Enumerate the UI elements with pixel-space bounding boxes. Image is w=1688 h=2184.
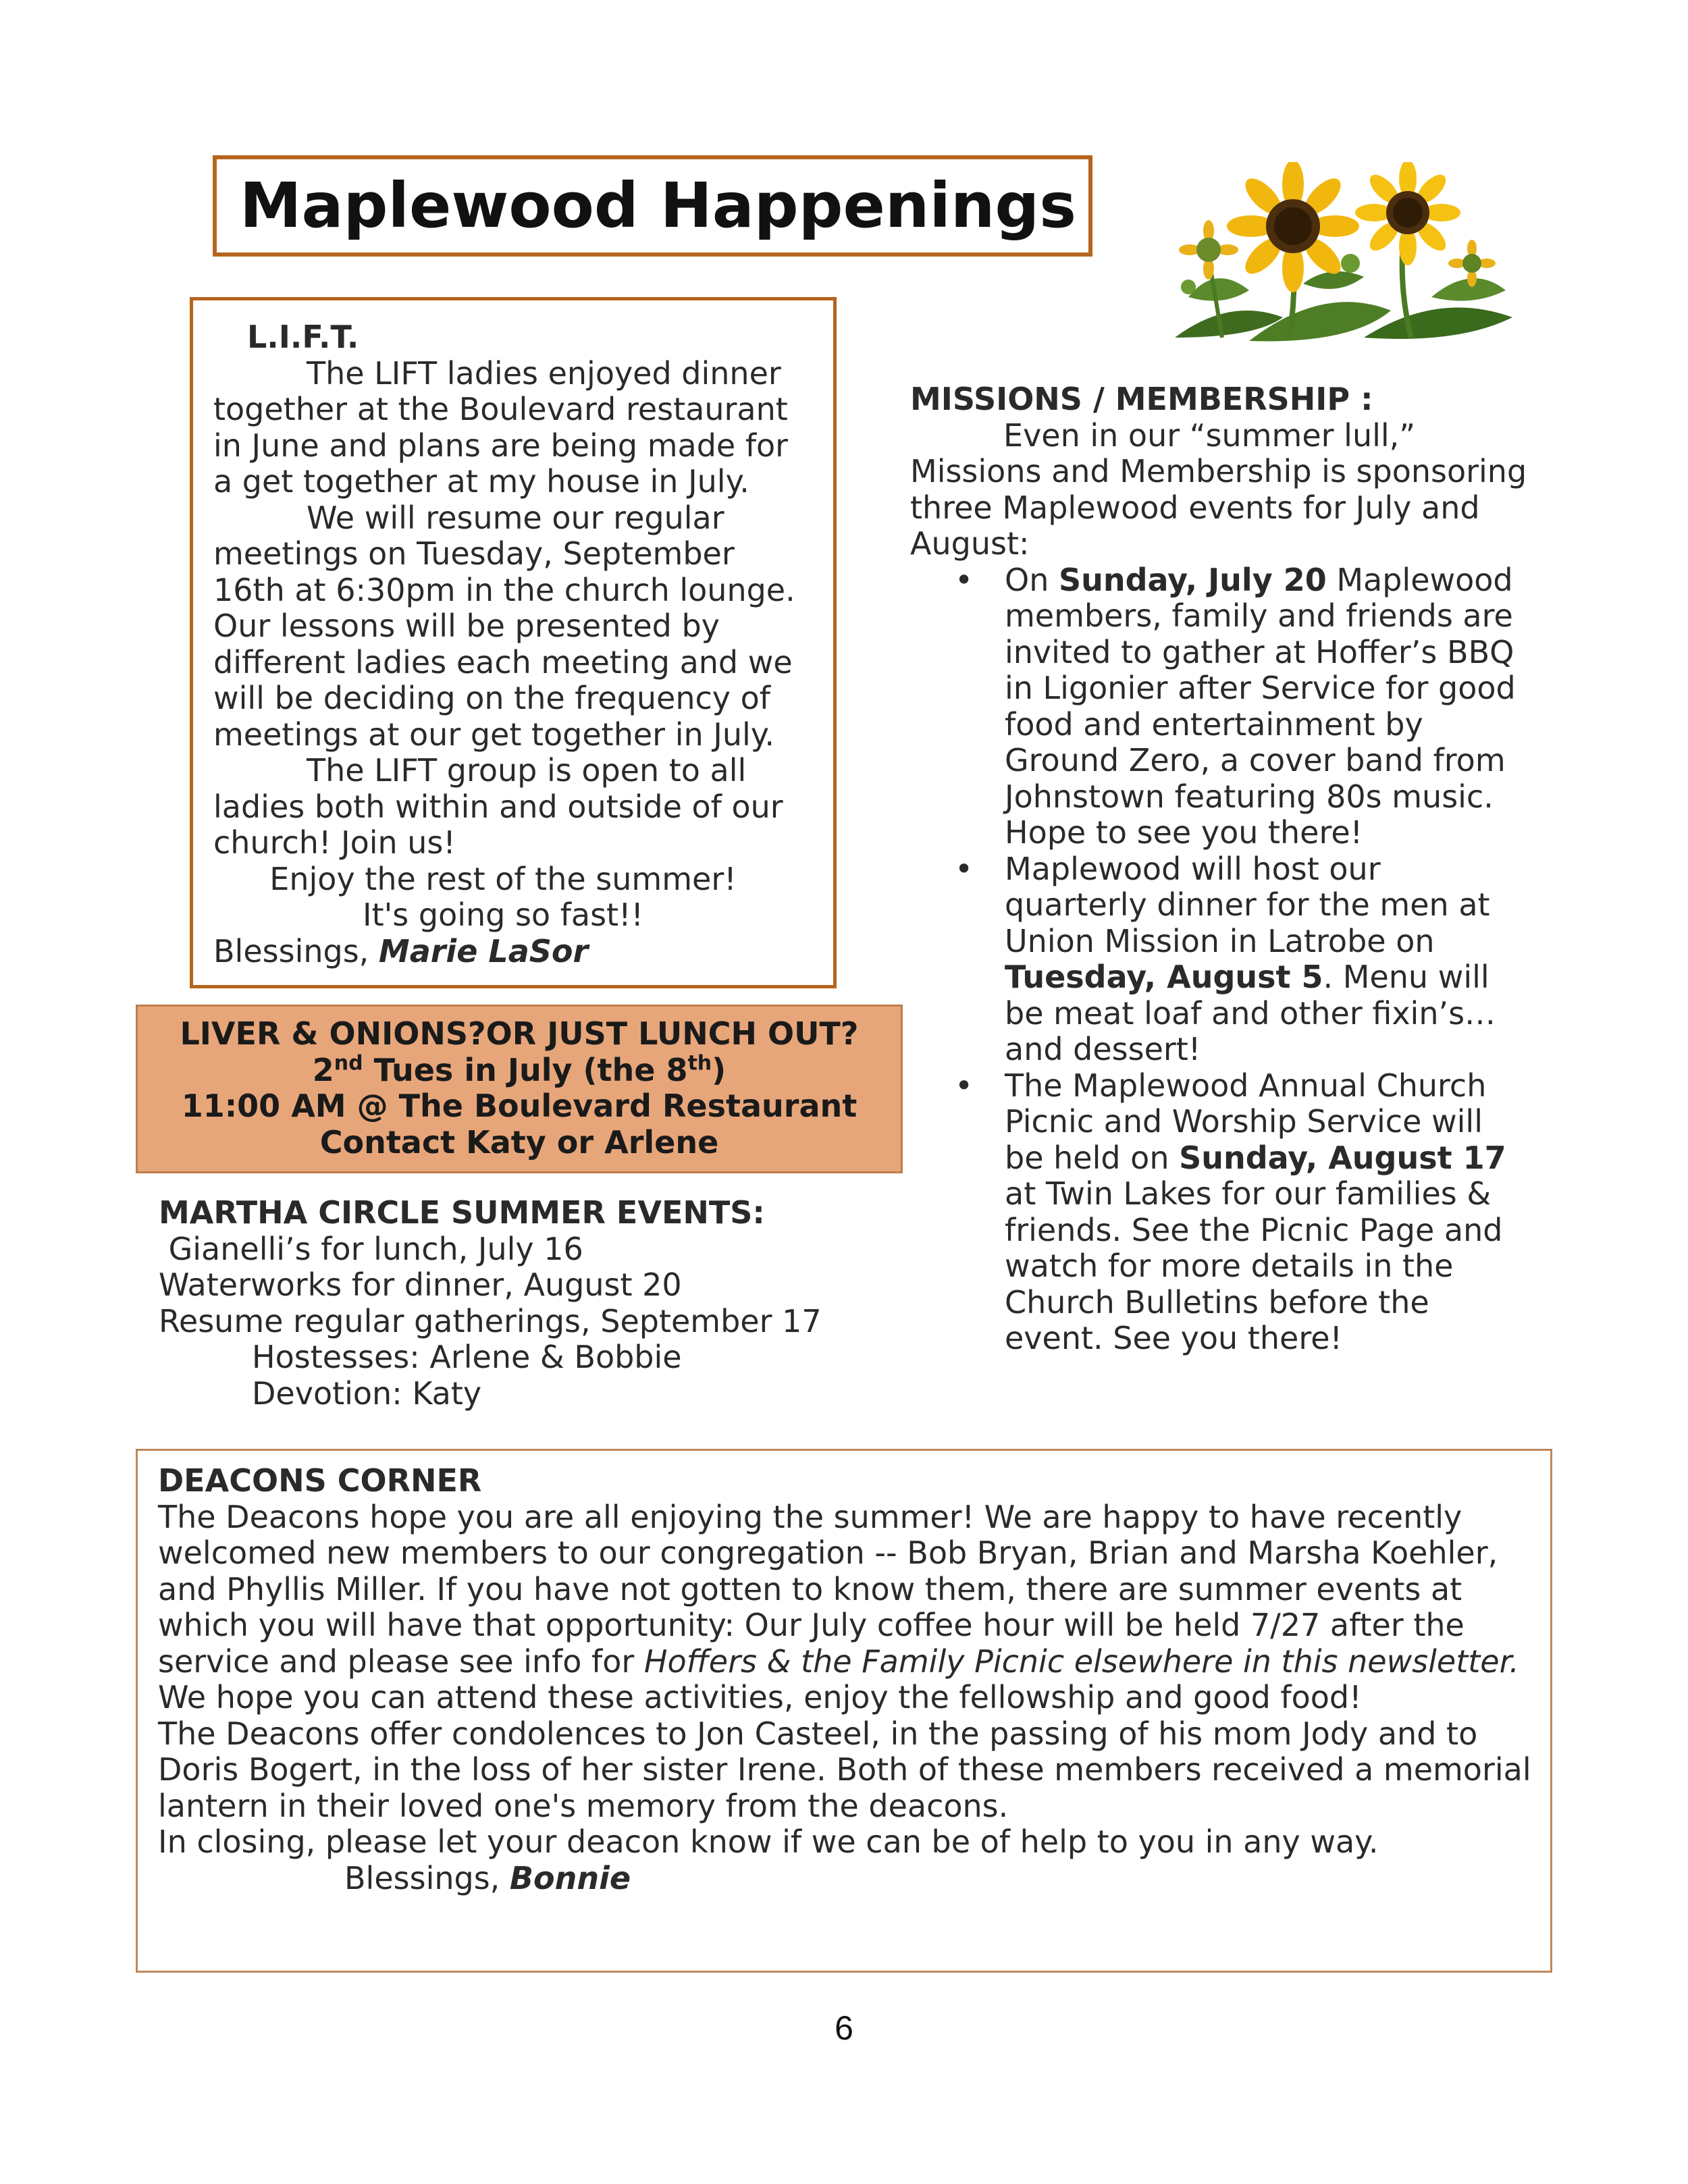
lunch-line-1: LIVER & ONIONS?OR JUST LUNCH OUT?: [180, 1015, 859, 1052]
event-1-date: Sunday, July 20: [1058, 561, 1327, 598]
lift-box: [190, 297, 837, 988]
event-2-date: Tuesday, August 5: [1005, 959, 1323, 995]
martha-item-1: Gianelli’s for lunch, July 16: [159, 1230, 583, 1267]
event-3-pre: The Maplewood Annual Church Picnic and Worship Service will be held on: [1005, 1067, 1487, 1176]
lift-paragraph-1: The LIFT ladies enjoyed dinner together at the Boulevard restaurant in June and plans are being made for a get together at my house in July.: [213, 354, 789, 500]
martha-title: MARTHA CIRCLE SUMMER EVENTS:: [159, 1194, 765, 1231]
lift-signature: [213, 934, 833, 970]
event-1-pre: On: [1005, 561, 1059, 598]
event-3-date: Sunday, August 17: [1179, 1139, 1506, 1176]
deacons-paragraph-1-b: We hope you can attend these activities, enjoy the fellowship and good food!: [158, 1679, 1362, 1715]
deacons-paragraph-2: The Deacons offer condolences to Jon Casteel, in the passing of his mom Jody and to Doris Bogert, in the loss of her sister Irene. Both of these members received a memorial lantern in their loved one's memory from the deacons.: [158, 1715, 1531, 1824]
missions-intro-line-2: Missions and Membership is sponsoring three Maplewood events for July and August:: [910, 453, 1527, 562]
deacons-corner-box: [136, 1449, 1552, 1973]
missions-event-list: [910, 562, 1585, 1357]
martha-hostesses: Hostesses: Arlene & Bobbie: [252, 1339, 682, 1375]
lift-sign-name: Marie LaSor: [378, 932, 589, 969]
martha-item-2: Waterworks for dinner, August 20: [159, 1267, 682, 1303]
missions-event-1: [910, 562, 1525, 851]
deacons-sign-name: Bonnie: [509, 1859, 631, 1896]
event-2-pre: Maplewood will host our quarterly dinner for the men at Union Mission in Latrobe on: [1005, 850, 1490, 959]
event-1-post: Maplewood members, family and friends are invited to gather at Hoffer’s BBQ in Ligonier after Service for good food and entertainment by Ground Zero, a cover band from Johnstown featuring 80s music. Hope to see you there!: [1005, 561, 1516, 851]
martha-circle-section: [159, 1195, 935, 1412]
deacons-signature: [158, 1861, 1550, 1897]
missions-membership-section: [910, 381, 1585, 1357]
martha-devotion: Devotion: Katy: [252, 1375, 482, 1412]
event-3-post: at Twin Lakes for our families & friends. See the Picnic Page and watch for more details in the Church Bulletins before the event. See you there!: [1005, 1175, 1503, 1356]
lunch-line-2-a: 2: [312, 1051, 334, 1088]
lunch-line-2-b: Tues in July (the 8: [363, 1051, 688, 1088]
event-2-post: . Menu will be meat loaf and other fixin’s… and dessert!: [1005, 959, 1496, 1067]
lift-paragraph-3: The LIFT group is open to all ladies both within and outside of our church! Join us!: [213, 752, 783, 861]
deacons-paragraph-1-italic: Hoffers & the Family Picnic elsewhere in this newsletter.: [643, 1643, 1519, 1680]
deacons-title: DEACONS CORNER: [158, 1462, 482, 1499]
lunch-out-box: [136, 1005, 903, 1173]
lunch-line-2: [138, 1053, 901, 1089]
bullet-icon: •: [955, 850, 974, 887]
lift-closing-1: Enjoy the rest of the summer!: [269, 860, 737, 897]
deacons-paragraph-3: In closing, please let your deacon know if we can be of help to you in any way.: [158, 1823, 1379, 1860]
missions-intro-line-1: Even in our “summer lull,”: [1003, 417, 1416, 454]
missions-event-3: [910, 1068, 1525, 1357]
page-number: 6: [835, 2009, 853, 2047]
bullet-icon: •: [955, 561, 974, 598]
deacons-sign-label: Blessings,: [344, 1859, 500, 1896]
lift-paragraph-2: We will resume our regular meetings on Tuesday, September 16th at 6:30pm in the church lounge. Our lessons will be presented by different ladies each meeting and we will be deciding on the frequency of meetings at our get together in July.: [213, 499, 795, 753]
lunch-line-2-sup2: th: [687, 1051, 712, 1075]
lunch-line-3: 11:00 AM @ The Boulevard Restaurant: [181, 1088, 858, 1124]
lunch-line-2-c: ): [712, 1051, 727, 1088]
lift-title: L.I.F.T.: [247, 319, 359, 355]
lunch-line-4: Contact Katy or Arlene: [319, 1123, 719, 1161]
lift-sign-label: Blessings,: [213, 932, 369, 969]
sunflowers-image: [1148, 162, 1526, 344]
missions-title: MISSIONS / MEMBERSHIP :: [910, 381, 1373, 417]
lunch-line-2-sup1: nd: [334, 1051, 363, 1075]
deacons-paragraph-1: [158, 1499, 1535, 1716]
newsletter-title: Maplewood Happenings: [213, 155, 1092, 257]
missions-event-2: [910, 851, 1525, 1068]
deacons-paragraph-1-a: The Deacons hope you are all enjoying the summer! We are happy to have recently welcomed new members to our congregation -- Bob Bryan, Brian and Marsha Koehler, and Phyllis Miller. If you have not gotten to know them, there are summer events at which you will have that opportunity: Our July coffee hour will be held 7/27 after the service and please see info for: [158, 1498, 1498, 1680]
martha-item-3: Resume regular gatherings, September 17: [159, 1302, 822, 1339]
lift-closing-2: It's going so fast!!: [363, 897, 643, 933]
bullet-icon: •: [955, 1067, 974, 1104]
